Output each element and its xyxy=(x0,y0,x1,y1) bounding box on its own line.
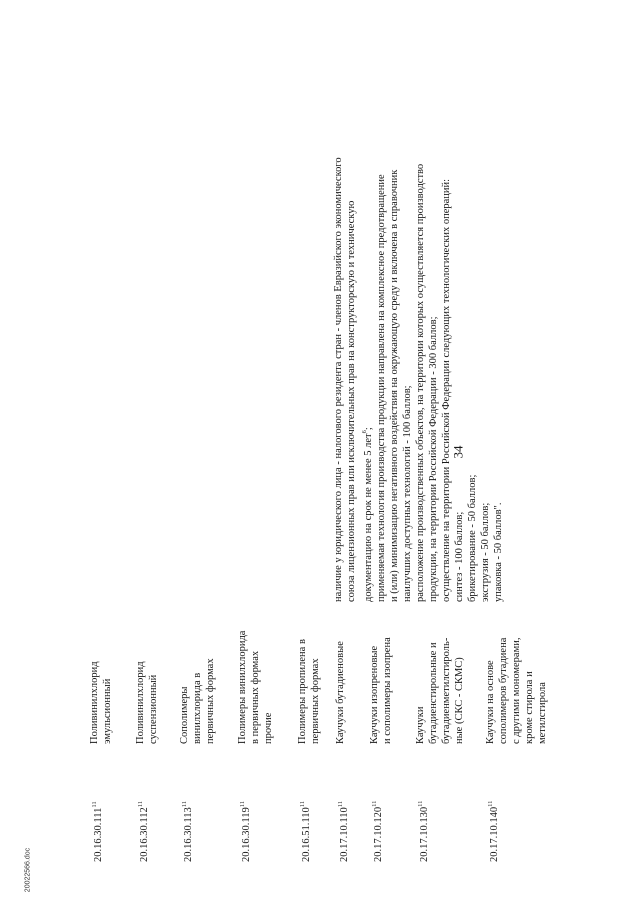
product-code: 20.17.10.120$^{11}$ xyxy=(371,800,384,862)
product-name: Каучуки изопреновые и сополимеры изопрена xyxy=(369,637,393,744)
product-name: Полимеры пропилена в первичных формах xyxy=(297,639,321,744)
page-number: 34 xyxy=(450,445,466,459)
product-code: 20.17.10.130$^{11}$ xyxy=(417,800,430,862)
product-name: Каучуки бутадиенстирольные и бутадиенметилстироль- ные (СКС - СКМС) xyxy=(415,637,465,744)
product-name: Поливинилхлорид эмульсионный xyxy=(89,661,113,744)
product-code: 20.16.51.110$^{11}$ xyxy=(299,800,312,862)
product-name: Сополимеры винилхлорида в первичных формах xyxy=(179,658,216,744)
product-code: 20.16.30.111$^{11}$ xyxy=(91,801,104,862)
criteria-text: наличие у юридического лица - налогового резидента стран - членов Евразийского экономического союза лицензионных прав или исключительных прав на конструкторскую и техническую документацию на срок не менее 5 лет$^6$; применяемая технология производства продукции направлена на комплексное предотвращение и (или) минимизацию негативного воздействия на окружающую среду и включена в справочник наилучших доступных технологий - 100 баллов; расположение производственных объектов, на территории которых осуществляется производство продукции, на территории Российской Федерации - 300 баллов; осуществление на территории Российской Федерации следующих технологических операций: синтез - 100 баллов; брикетирование - 50 баллов; экструзия - 50 баллов; упаковка - 50 баллов". xyxy=(333,157,504,602)
product-code: 20.16.30.119$^{11}$ xyxy=(239,800,252,862)
document-id: 20022566.doc xyxy=(24,847,32,893)
product-code: 20.16.30.112$^{11}$ xyxy=(137,800,150,862)
product-name: Полимеры винилхлорида в первичных формах прочие xyxy=(237,630,274,744)
product-code: 20.16.30.113$^{11}$ xyxy=(181,800,194,862)
product-table xyxy=(80,52,560,862)
product-name: Каучуки бутадиеновые xyxy=(335,641,346,744)
product-code: 20.17.10.110$^{11}$ xyxy=(337,800,350,862)
product-code: 20.17.10.140$^{11}$ xyxy=(487,800,500,862)
product-name: Каучуки на основе сополимеров бутадиена с другими мономерами, кроме стирола и метилстирола xyxy=(485,637,548,744)
product-name: Поливинилхлорид суспензионный xyxy=(135,661,159,744)
